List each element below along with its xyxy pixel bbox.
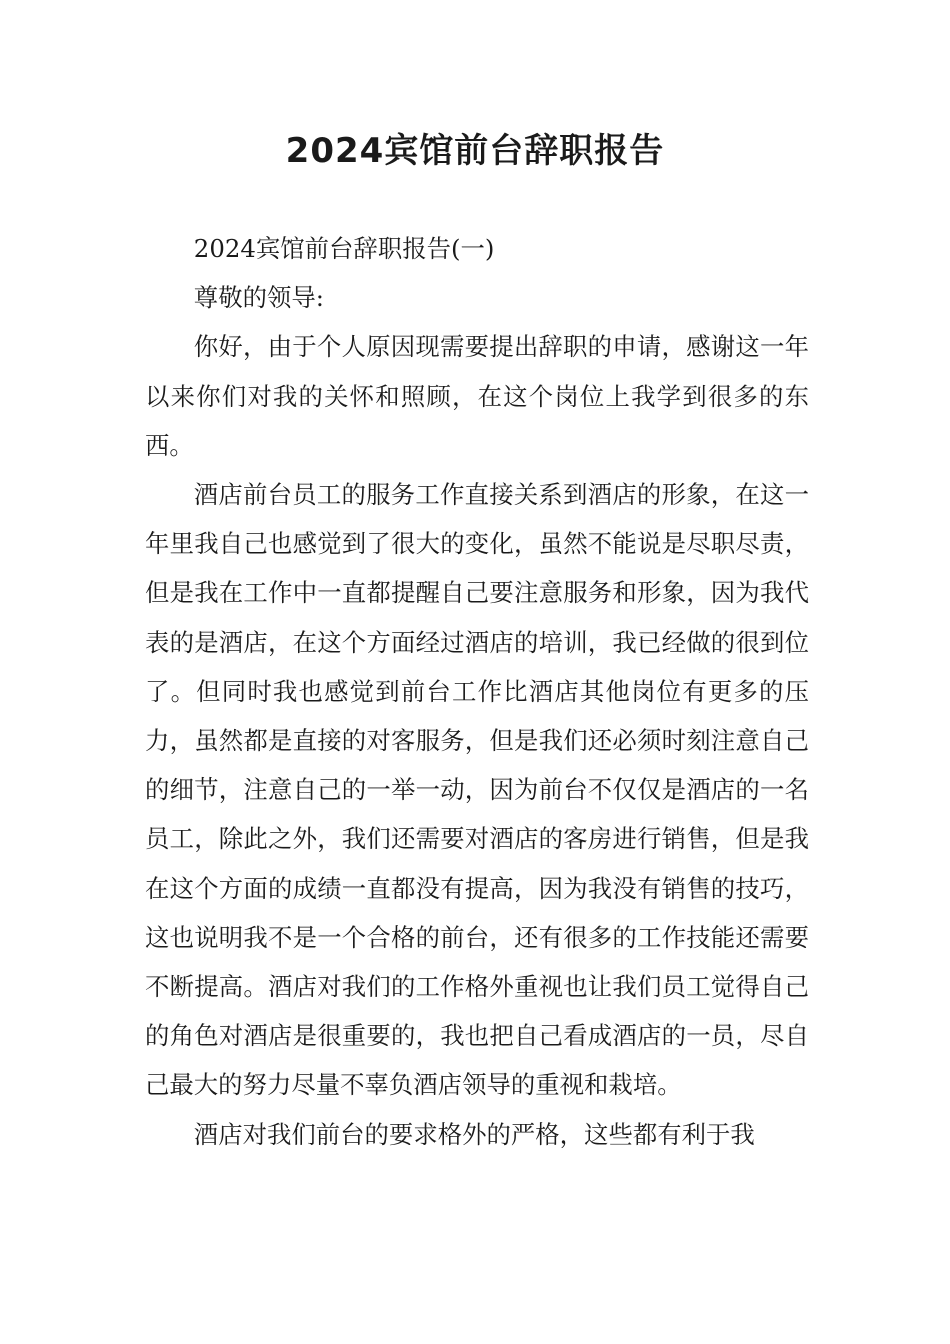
subtitle-paragraph: 2024宾馆前台辞职报告(一) (193, 234, 495, 263)
document-title: 2024宾馆前台辞职报告 (285, 131, 665, 171)
body-paragraph: 酒店对我们前台的要求格外的严格，这些都有利于我 (193, 1119, 755, 1149)
salutation-paragraph: 尊敬的领导: (193, 283, 324, 313)
document-body (145, 224, 809, 1159)
body-paragraph: 你好，由于个人原因现需要提出辞职的申请，感谢这一年以来你们对我的关怀和照顾，在这个岗位上我学到很多的东西。 (145, 332, 809, 460)
body-paragraph: 酒店前台员工的服务工作直接关系到酒店的形象，在这一年里我自己也感觉到了很大的变化，虽然不能说是尽职尽责，但是我在工作中一直都提醒自己要注意服务和形象，因为我代表的是酒店，在这个方面经过酒店的培训，我已经做的很到位了。但同时我也感觉到前台工作比酒店其他岗位有更多的压力，虽然都是直接的对客服务，但是我们还必须时刻注意自己的细节，注意自己的一举一动，因为前台不仅仅是酒店的一名员工，除此之外，我们还需要对酒店的客房进行销售，但是我在这个方面的成绩一直都没有提高，因为我没有销售的技巧，这也说明我不是一个合格的前台，还有很多的工作技能还需要不断提高。酒店对我们的工作格外重视也让我们员工觉得自己的角色对酒店是很重要的，我也把自己看成酒店的一员，尽自己最大的努力尽量不辜负酒店领导的重视和栽培。 (145, 480, 809, 1100)
